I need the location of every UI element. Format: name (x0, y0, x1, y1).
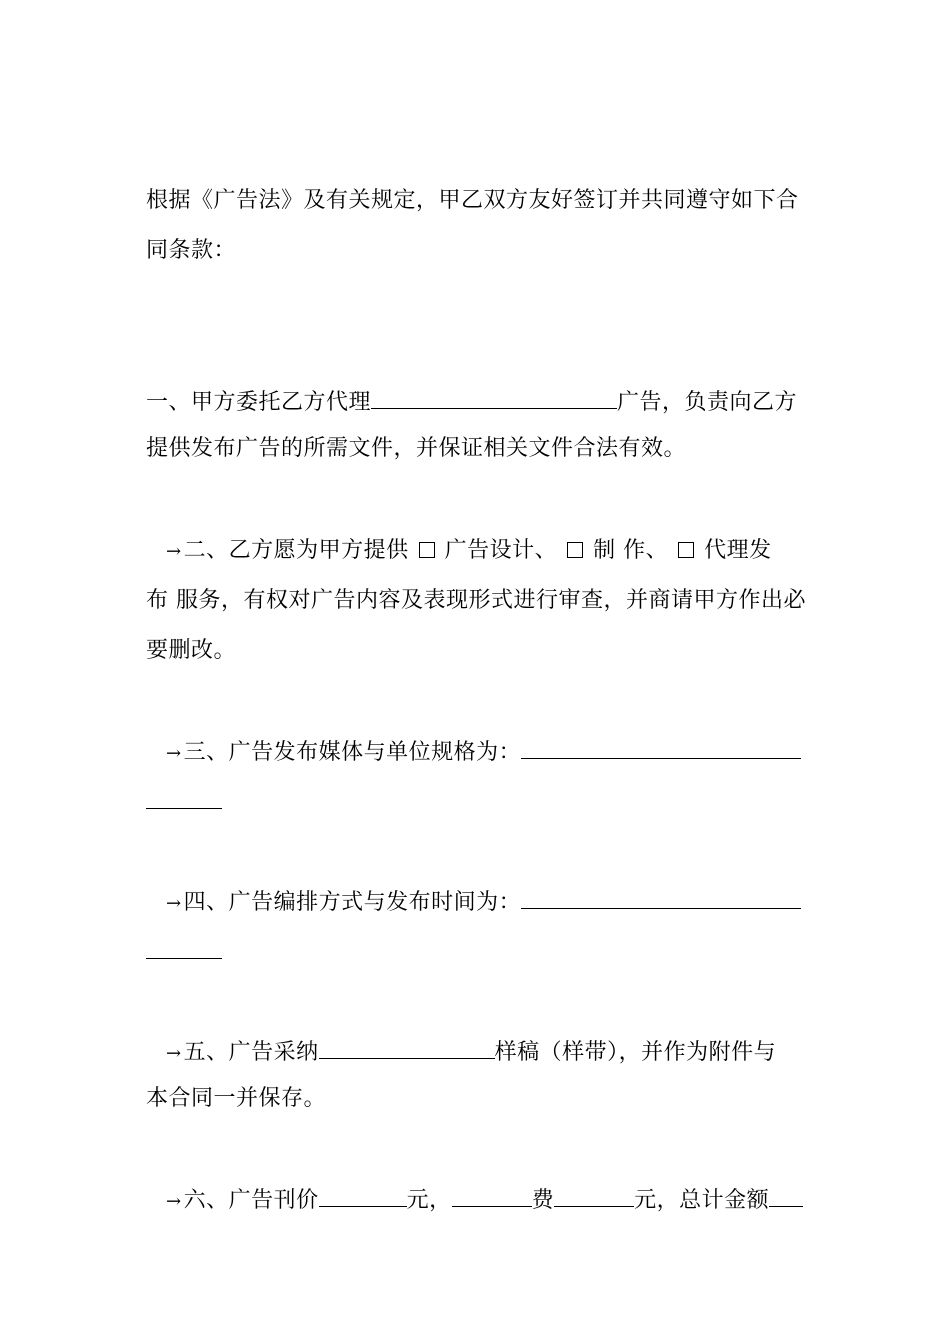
clause-5-blank-field[interactable] (319, 1036, 495, 1059)
clause-3-line-1 (146, 736, 810, 769)
clause-1-suffix: 广告，负责向乙方 (617, 390, 798, 415)
clause-3-blank-field[interactable] (521, 736, 801, 759)
arrow-icon: → (166, 1043, 182, 1064)
clause-5-line-2: 本合同一并保存。 (146, 1086, 327, 1111)
clause-6-fee: 费 (531, 1188, 555, 1213)
clause-2-option-1: 广告设计、 (444, 538, 558, 563)
clause-1-line-1 (146, 386, 810, 418)
clause-2-option-3: 代理发 (704, 538, 772, 563)
clause-2-line-1 (146, 536, 810, 567)
clause-2-prefix: 二、乙方愿为甲方提供 (183, 538, 409, 563)
clause-5-suffix: 样稿（样带），并作为附件与 (494, 1040, 777, 1065)
clause-4-line-2 (146, 936, 810, 968)
clause-4-text: 四、广告编排方式与发布时间为： (183, 890, 522, 915)
clause-3-blank-field-cont[interactable] (146, 786, 222, 809)
total-amount-blank-field[interactable] (769, 1184, 803, 1207)
clause-5-prefix: 五、广告采纳 (183, 1040, 319, 1065)
checkbox-production[interactable] (567, 542, 583, 558)
arrow-icon: → (166, 743, 182, 764)
clause-4-blank-field[interactable] (521, 886, 801, 909)
clause-6-prefix: 六、广告刊价 (183, 1188, 319, 1213)
clause-5-line-1 (146, 1036, 810, 1069)
clause-3-line-2 (146, 786, 810, 818)
clause-4-line-1 (146, 886, 810, 919)
clause-2-line-2: 布 服务，有权对广告内容及表现形式进行审查，并商请甲方作出必 (146, 588, 806, 613)
arrow-icon: → (166, 1191, 182, 1212)
intro-line-2: 同条款： (146, 238, 237, 263)
clause-2-option-2: 制 作、 (593, 538, 669, 563)
clause-6-unit-2: 元，总计金额 (634, 1188, 770, 1213)
clause-3-text: 三、广告发布媒体与单位规格为： (183, 740, 522, 765)
clause-1-prefix: 一、甲方委托乙方代理 (146, 390, 372, 415)
fee-amount-blank-field[interactable] (554, 1184, 634, 1207)
checkbox-ad-design[interactable] (419, 542, 435, 558)
clause-6-unit-1: 元， (406, 1188, 452, 1213)
intro-line-1: 根据《广告法》及有关规定，甲乙双方友好签订并共同遵守如下合 (146, 188, 799, 213)
clause-1-blank-field[interactable] (371, 386, 617, 409)
clause-4-blank-field-cont[interactable] (146, 936, 222, 959)
price-blank-field[interactable] (319, 1184, 407, 1207)
clause-2-line-3: 要删改。 (146, 638, 237, 663)
clause-6-line-1 (146, 1184, 810, 1217)
fee-type-blank-field[interactable] (452, 1184, 532, 1207)
arrow-icon: → (166, 893, 182, 914)
clause-1-line-2: 提供发布广告的所需文件，并保证相关文件合法有效。 (146, 436, 687, 461)
checkbox-agency-publish[interactable] (678, 542, 694, 558)
arrow-icon: → (166, 541, 182, 562)
